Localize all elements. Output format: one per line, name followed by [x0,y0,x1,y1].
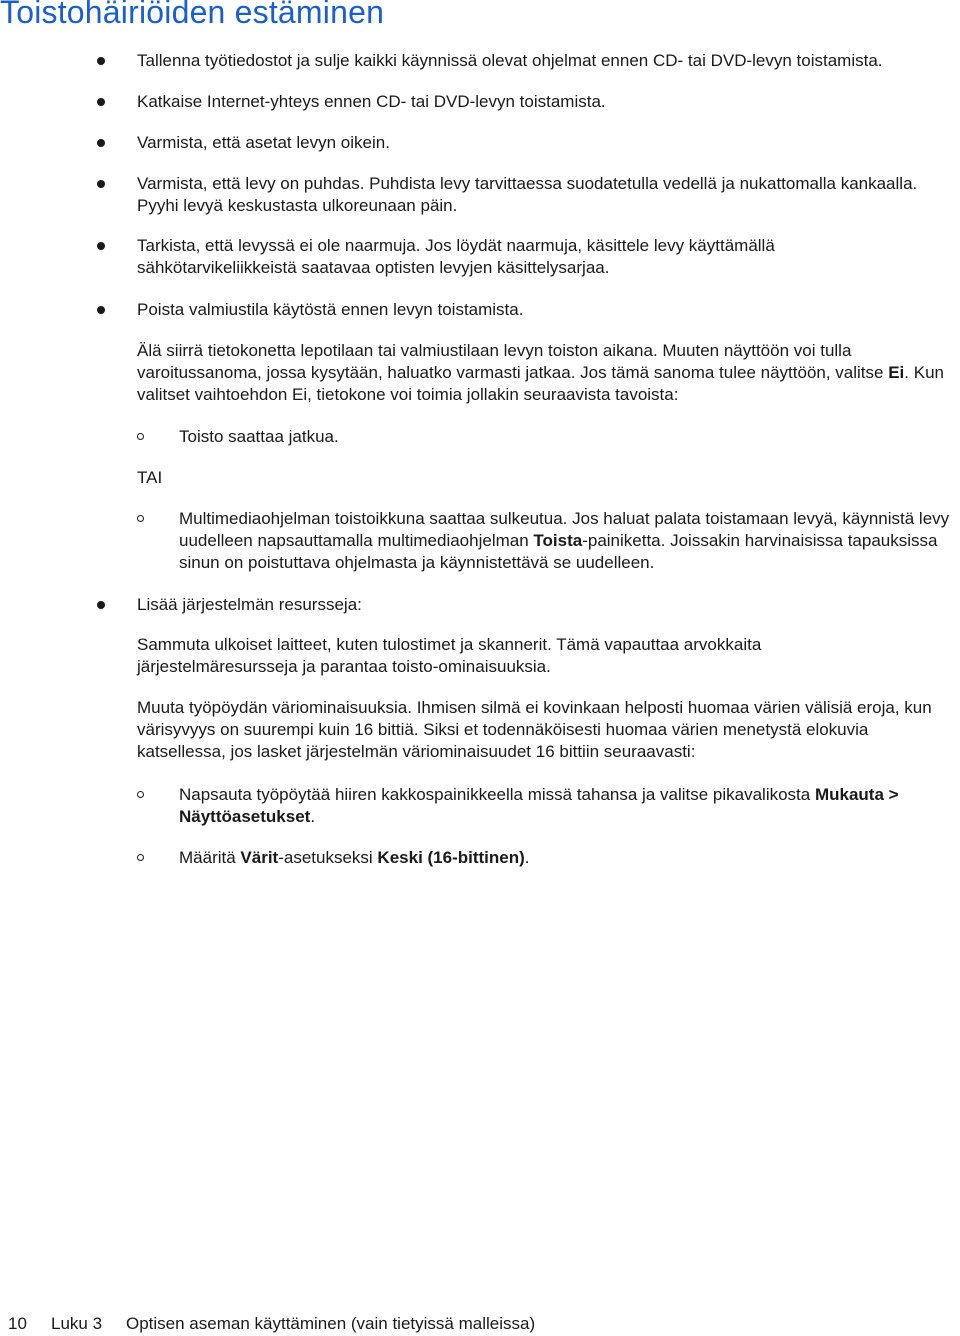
bullet-icon [97,139,105,147]
chapter-title: Optisen aseman käyttäminen (vain tietyissä malleissa) [126,1314,536,1333]
sub-bullet-icon [137,854,144,861]
page-title: Toistohäiriöiden estäminen [0,0,385,30]
list-item: Poista valmiustila käytöstä ennen levyn toistamista. [137,300,524,319]
standby-warning: Älä siirrä tietokonetta lepotilaan tai valmiustilaan levyn toiston aikana. Muuten näyttöön voi tulla varoitussanoma, jossa kysytään, haluatko varmasti jatkaa. Jos tämä sanoma tulee näyttöön, valitse Ei. Kun valitset vaihtoehdon Ei, tietokone voi toimia jollakin seuraavista tavoista: [137,341,944,404]
page-number: 10 [8,1314,27,1333]
list-item: Lisää järjestelmän resursseja: [137,595,362,614]
chapter-label: Luku 3 [51,1314,103,1333]
sub-bullet-icon [137,433,144,440]
bullet-icon [97,57,105,65]
step-item: Määritä Värit-asetukseksi Keski (16-bittinen). [179,848,530,867]
bullet-icon [97,98,105,106]
option-item: Toisto saattaa jatkua. [179,427,339,446]
or-label: TAI [137,468,163,487]
bullet-icon [97,306,105,314]
list-item: Tarkista, että levyssä ei ole naarmuja. Jos löydät naarmuja, käsittele levy käyttämällä sähkötarvikeliikkeistä saatavaa optisten levyjen käsittelysarjaa. [137,236,775,277]
list-item: Tallenna työtiedostot ja sulje kaikki käynnissä olevat ohjelmat ennen CD- tai DVD-levyn toistamista. [137,51,883,70]
step-item: Napsauta työpöytää hiiren kakkospainikkeella missä tahansa ja valitse pikavalikosta Mukauta > Näyttöasetukset. [179,785,899,826]
sub-bullet-icon [137,515,144,522]
option-item: Multimediaohjelman toistoikkuna saattaa sulkeutua. Jos haluat palata toistamaan levyä, käynnistä levy uudelleen napsauttamalla multimediaohjelman Toista-painiketta. Joissakin harvinaisissa tapauksissa sinun on poistuttava ohjelmasta ja käynnistettävä se uudelleen. [179,509,950,572]
list-item: Varmista, että levy on puhdas. Puhdista levy tarvittaessa suodatetulla vedellä ja nukattomalla kankaalla. Pyyhi levyä keskustasta ulkoreunaan päin. [137,174,918,215]
bullet-icon [97,242,105,250]
sub-bullet-icon [137,791,144,798]
bullet-icon [97,601,105,609]
list-item: Katkaise Internet-yhteys ennen CD- tai DVD-levyn toistamista. [137,92,606,111]
paragraph: Muuta työpöydän väriominaisuuksia. Ihmisen silmä ei kovinkaan helposti huomaa värien välisiä eroja, kun värisyvyys on suurempi kuin 16 bittiä. Siksi et todennäköisesti huomaa värien menetystä elokuvia katsellessa, jos lasket järjestelmän väriominaisuudet 16 bittiin seuraavasti: [137,698,932,761]
paragraph: Sammuta ulkoiset laitteet, kuten tulostimet ja skannerit. Tämä vapauttaa arvokkaita järjestelmäresursseja ja parantaa toisto-ominaisuuksia. [137,635,762,676]
list-item: Varmista, että asetat levyn oikein. [137,133,390,152]
bullet-icon [97,180,105,188]
